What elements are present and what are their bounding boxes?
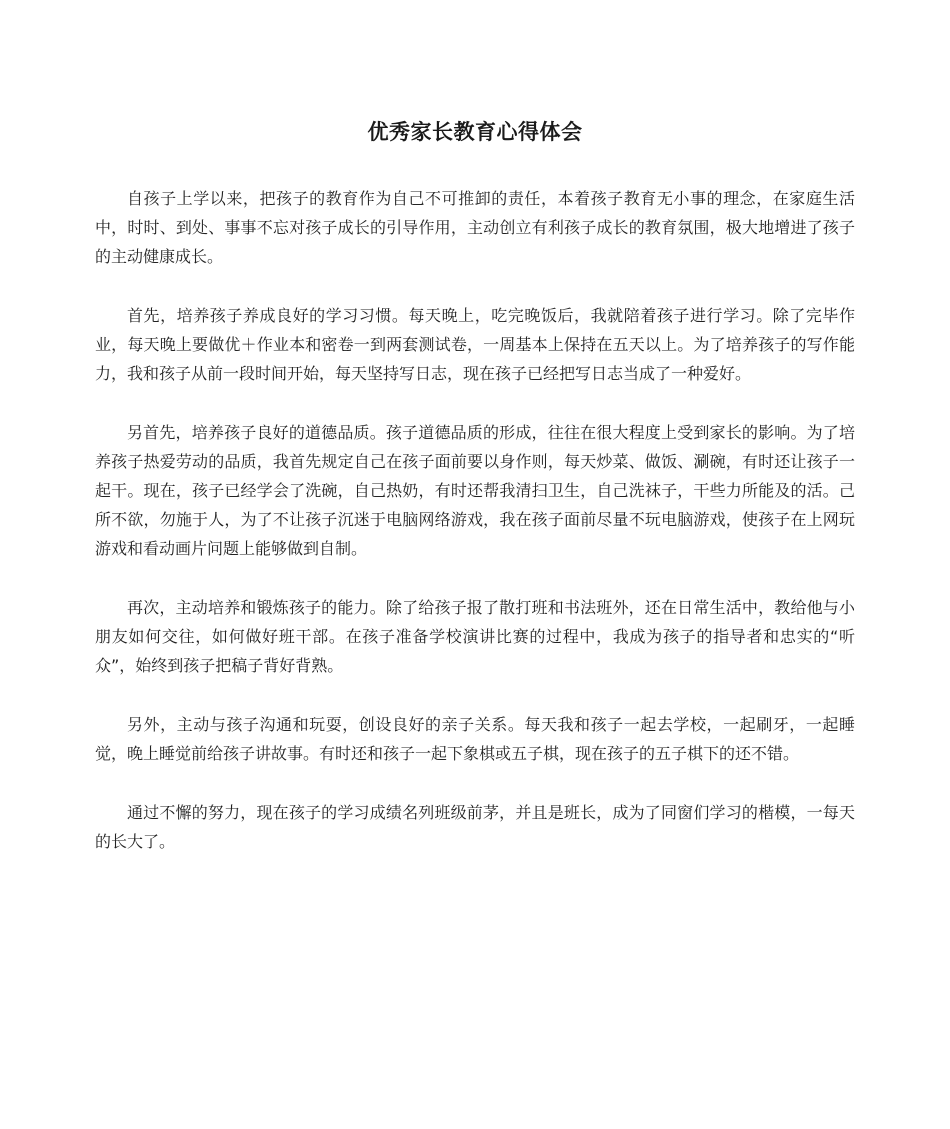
paragraph-study-habits: 首先，培养孩子养成良好的学习习惯。每天晚上，吃完晚饭后，我就陪着孩子进行学习。除了完毕作业，每天晚上要做优＋作业本和密卷一到两套测试卷，一周基本上保持在五天以上。为了培养孩子的写作能力，我和孩子从前一段时间开始，每天坚持写日志，现在孩子已经把写日志当成了一种爱好。 <box>95 306 855 383</box>
paragraph-intro: 自孩子上学以来，把孩子的教育作为自己不可推卸的责任，本着孩子教育无小事的理念，在家庭生活中，时时、到处、事事不忘对孩子成长的引导作用，主动创立有利孩子成长的教育氛围，极大地增进了孩子的主动健康成长。 <box>95 189 855 266</box>
paragraph-abilities: 再次，主动培养和锻炼孩子的能力。除了给孩子报了散打班和书法班外，还在日常生活中，教给他与小朋友如何交往，如何做好班干部。在孩子准备学校演讲比赛的过程中，我成为孩子的指导者和忠实的“听众”，始终到孩子把稿子背好背熟。 <box>95 598 855 675</box>
document-title: 优秀家长教育心得体会 <box>367 120 583 144</box>
paragraph-parent-child-relationship: 另外，主动与孩子沟通和玩耍，创设良好的亲子关系。每天我和孩子一起去学校，一起刷牙，一起睡觉，晚上睡觉前给孩子讲故事。有时还和孩子一起下象棋或五子棋，现在孩子的五子棋下的还不错。 <box>95 715 855 763</box>
paragraph-conclusion: 通过不懈的努力，现在孩子的学习成绩名列班级前茅，并且是班长，成为了同窗们学习的楷模，一每天的长大了。 <box>95 803 855 851</box>
paragraph-moral-character: 另首先，培养孩子良好的道德品质。孩子道德品质的形成，往往在很大程度上受到家长的影响。为了培养孩子热爱劳动的品质，我首先规定自己在孩子面前要以身作则，每天炒菜、做饭、涮碗，有时还让孩子一起干。现在，孩子已经学会了洗碗，自己热奶，有时还帮我清扫卫生，自己洗袜子，干些力所能及的活。己所不欲，勿施于人，为了不让孩子沉迷于电脑网络游戏，我在孩子面前尽量不玩电脑游戏，使孩子在上网玩游戏和看动画片问题上能够做到自制。 <box>95 423 855 558</box>
